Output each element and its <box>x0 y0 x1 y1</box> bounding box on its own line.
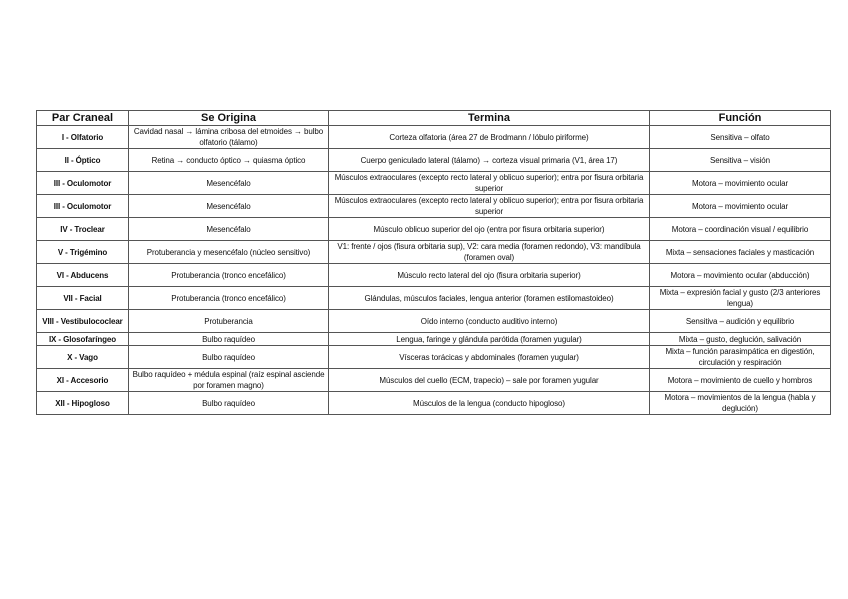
table-row <box>37 369 831 392</box>
header-funcion: Función <box>650 111 831 126</box>
nerve-name: III - Oculomotor <box>37 172 129 195</box>
nerve-function: Sensitiva – audición y equilibrio <box>650 310 831 333</box>
nerve-end: Cuerpo geniculado lateral (tálamo) → corteza visual primaria (V1, área 17) <box>329 149 650 172</box>
table-row <box>37 392 831 415</box>
table-row <box>37 218 831 241</box>
nerve-function: Sensitiva – visión <box>650 149 831 172</box>
nerve-name: III - Oculomotor <box>37 195 129 218</box>
nerve-end: Músculos extraoculares (excepto recto lateral y oblicuo superior); entra por fisura orbitaria superior <box>329 172 650 195</box>
nerve-origin: Protuberancia (tronco encefálico) <box>129 264 329 287</box>
nerve-end: Glándulas, músculos faciales, lengua anterior (foramen estilomastoideo) <box>329 287 650 310</box>
nerve-end: Oído interno (conducto auditivo interno) <box>329 310 650 333</box>
table-row <box>37 195 831 218</box>
nerve-name: XII - Hipogloso <box>37 392 129 415</box>
nerve-origin: Protuberancia (tronco encefálico) <box>129 287 329 310</box>
table-row <box>37 346 831 369</box>
nerve-name: VII - Facial <box>37 287 129 310</box>
nerve-origin: Retina → conducto óptico → quiasma óptico <box>129 149 329 172</box>
nerve-name: IV - Troclear <box>37 218 129 241</box>
nerve-end: Vísceras torácicas y abdominales (foramen yugular) <box>329 346 650 369</box>
header-termina: Termina <box>329 111 650 126</box>
nerve-end: Corteza olfatoria (área 27 de Brodmann / lóbulo piriforme) <box>329 126 650 149</box>
nerve-function: Motora – movimientos de la lengua (habla y deglución) <box>650 392 831 415</box>
table-row <box>37 333 831 346</box>
nerve-origin: Mesencéfalo <box>129 172 329 195</box>
nerve-function: Mixta – función parasimpática en digestión, circulación y respiración <box>650 346 831 369</box>
table-row <box>37 264 831 287</box>
nerve-name: VI - Abducens <box>37 264 129 287</box>
nerve-end: Lengua, faringe y glándula parótida (foramen yugular) <box>329 333 650 346</box>
nerve-function: Mixta – expresión facial y gusto (2/3 anteriores lengua) <box>650 287 831 310</box>
nerve-end: Músculos del cuello (ECM, trapecio) – sale por foramen yugular <box>329 369 650 392</box>
table-row <box>37 126 831 149</box>
table-row <box>37 172 831 195</box>
nerve-function: Motora – movimiento ocular (abducción) <box>650 264 831 287</box>
nerve-name: VIII - Vestibulococlear <box>37 310 129 333</box>
nerve-end: Músculo oblicuo superior del ojo (entra por fisura orbitaria superior) <box>329 218 650 241</box>
table-row <box>37 149 831 172</box>
nerve-name: V - Trigémino <box>37 241 129 264</box>
nerve-function: Motora – movimiento de cuello y hombros <box>650 369 831 392</box>
nerve-name: I - Olfatorio <box>37 126 129 149</box>
nerve-function: Sensitiva – olfato <box>650 126 831 149</box>
header-par-craneal: Par Craneal <box>37 111 129 126</box>
nerve-origin: Mesencéfalo <box>129 218 329 241</box>
nerve-origin: Bulbo raquídeo <box>129 346 329 369</box>
nerve-origin: Bulbo raquídeo <box>129 333 329 346</box>
header-row <box>37 111 831 126</box>
nerve-origin: Protuberancia <box>129 310 329 333</box>
nerve-function: Motora – coordinación visual / equilibrio <box>650 218 831 241</box>
nerve-function: Motora – movimiento ocular <box>650 172 831 195</box>
nerve-name: IX - Glosofaríngeo <box>37 333 129 346</box>
header-se-origina: Se Origina <box>129 111 329 126</box>
table-row <box>37 287 831 310</box>
nerve-end: Músculos de la lengua (conducto hipogloso) <box>329 392 650 415</box>
nerve-origin: Protuberancia y mesencéfalo (núcleo sensitivo) <box>129 241 329 264</box>
nerve-origin: Bulbo raquídeo <box>129 392 329 415</box>
nerve-origin: Cavidad nasal → lámina cribosa del etmoides → bulbo olfatorio (tálamo) <box>129 126 329 149</box>
cranial-nerves-table <box>36 110 831 415</box>
nerve-end: Músculo recto lateral del ojo (fisura orbitaria superior) <box>329 264 650 287</box>
nerve-function: Mixta – sensaciones faciales y masticación <box>650 241 831 264</box>
nerve-end: Músculos extraoculares (excepto recto lateral y oblicuo superior); entra por fisura orbitaria superior <box>329 195 650 218</box>
nerve-function: Mixta – gusto, deglución, salivación <box>650 333 831 346</box>
table-row <box>37 241 831 264</box>
nerve-function: Motora – movimiento ocular <box>650 195 831 218</box>
nerve-name: XI - Accesorio <box>37 369 129 392</box>
nerve-name: X - Vago <box>37 346 129 369</box>
nerve-origin: Mesencéfalo <box>129 195 329 218</box>
nerve-name: II - Óptico <box>37 149 129 172</box>
nerve-origin: Bulbo raquídeo + médula espinal (raíz espinal asciende por foramen magno) <box>129 369 329 392</box>
nerve-end: V1: frente / ojos (fisura orbitaria sup), V2: cara media (foramen redondo), V3: mandíbula (foramen oval) <box>329 241 650 264</box>
table-row <box>37 310 831 333</box>
